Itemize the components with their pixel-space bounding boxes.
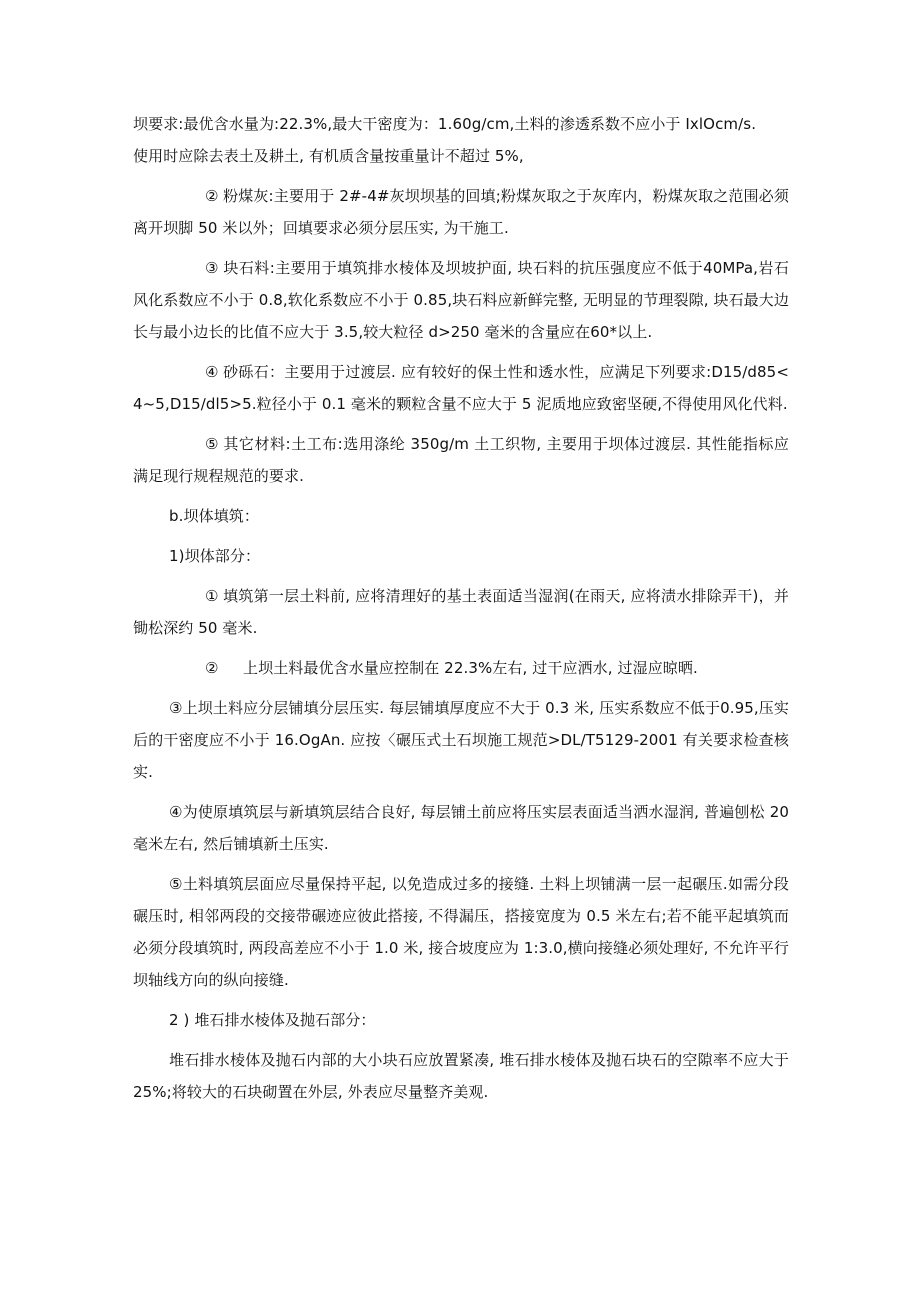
paragraph-text: 块石料:主要用于填筑排水棱体及坝坡护面, 块石料的抗压强度应不低于40MPa,岩石风化系数应不小于 0.8,软化系数应不小于 0.85,块石料应新鲜完整, 无明显的节理裂隙, 块石最大边长与最小边长的比值不应大于 3.5,较大粒径 d>250 毫米的含量应在60*以上. (133, 259, 789, 341)
paragraph-text: ⑤土料填筑层面应尽量保持平起, 以免造成过多的接缝. 土料上坝铺满一层一起碾压.如需分段碾压时, 相邻两段的交接带碾迹应彼此搭接, 不得漏压，搭接宽度为 0.5 米左右;若不能平起填筑而必须分段填筑时, 两段高差应不小于 1.0 米, 接合坡度应为 1:3.0,横向接缝必须处理好, 不允许平行坝轴线方向的纵向接缝. (133, 875, 789, 989)
document-body (133, 108, 789, 1116)
item-marker: ③ (205, 259, 219, 277)
paragraph-rock-placement (133, 1044, 789, 1108)
item-marker: ⑤ (205, 435, 219, 453)
item-marker: ② (205, 659, 219, 677)
paragraph-text: 1)坝体部分： (169, 547, 261, 565)
paragraph-text: 砂砾石：主要用于过渡层. 应有较好的保土性和透水性，应满足下列要求:D15∕d85<4~5,D15∕dl5>5.粒径小于 0.1 毫米的颗粒含量不应大于 5 泥质地应致密坚硬,不得使用风化代料. (133, 363, 789, 413)
paragraph-joints (133, 868, 789, 996)
paragraph-line: 使用时应除去表土及耕土, 有机质含量按重量计不超过 5%, (133, 147, 524, 165)
paragraph-fly-ash (133, 180, 789, 244)
paragraph-gravel (133, 356, 789, 420)
item-marker: ④ (205, 363, 219, 381)
paragraph-first-layer (133, 580, 789, 644)
paragraph-water-content (133, 652, 789, 684)
paragraph-dam-requirements (133, 108, 789, 172)
paragraph-text: 其它材料:土工布:选用涤纶 350g∕m 土工织物, 主要用于坝体过渡层. 其性能指标应满足现行规程规范的要求. (133, 435, 789, 485)
paragraph-text: 2 ) 堆石排水棱体及抛石部分： (169, 1011, 376, 1029)
paragraph-text: 堆石排水棱体及抛石内部的大小块石应放置紧凑, 堆石排水棱体及抛石块石的空隙率不应大于 25%;将较大的石块砌置在外层, 外表应尽量整齐美观. (133, 1051, 789, 1101)
paragraph-text: b.坝体填筑： (169, 507, 259, 525)
paragraph-line: 坝要求:最优含水量为:22.3%,最大干密度为：1.60g∕cm,土料的渗透系数不应小于 IxlOcm∕s. (133, 115, 757, 133)
paragraph-layered-compaction (133, 692, 789, 788)
subsection-heading-rock-prism (133, 1004, 789, 1036)
paragraph-text: ③上坝土料应分层铺填分层压实. 每层铺填厚度应不大于 0.3 米, 压实系数应不低于0.95,压实后的干密度应不小于 16.OgAn. 应按〈碾压式土石坝施工规范>DL∕T5129-2001 有关要求检查核实. (133, 699, 789, 781)
paragraph-other-materials (133, 428, 789, 492)
paragraph-text: 粉煤灰:主要用于 2#-4#灰坝坝基的回填;粉煤灰取之于灰库内，粉煤灰取之范围必须离开坝脚 50 米以外；回填要求必须分层压实, 为干施工. (133, 187, 789, 237)
item-marker: ② (205, 187, 219, 205)
paragraph-rock-fill (133, 252, 789, 348)
paragraph-text: 填筑第一层土料前, 应将清理好的基土表面适当湿润(在雨天, 应将渍水排除弄干)，并锄松深约 50 毫米. (133, 587, 789, 637)
section-heading-dam-filling (133, 500, 789, 532)
subsection-heading-dam-body (133, 540, 789, 572)
paragraph-text: 上坝土料最优含水量应控制在 22.3%左右, 过干应洒水, 过湿应晾晒. (243, 659, 698, 677)
item-marker: ① (205, 587, 219, 605)
paragraph-layer-bonding (133, 796, 789, 860)
paragraph-text: ④为使原填筑层与新填筑层结合良好, 每层铺土前应将压实层表面适当洒水湿润, 普遍刨松 20 毫米左右, 然后铺填新土压实. (133, 803, 789, 853)
